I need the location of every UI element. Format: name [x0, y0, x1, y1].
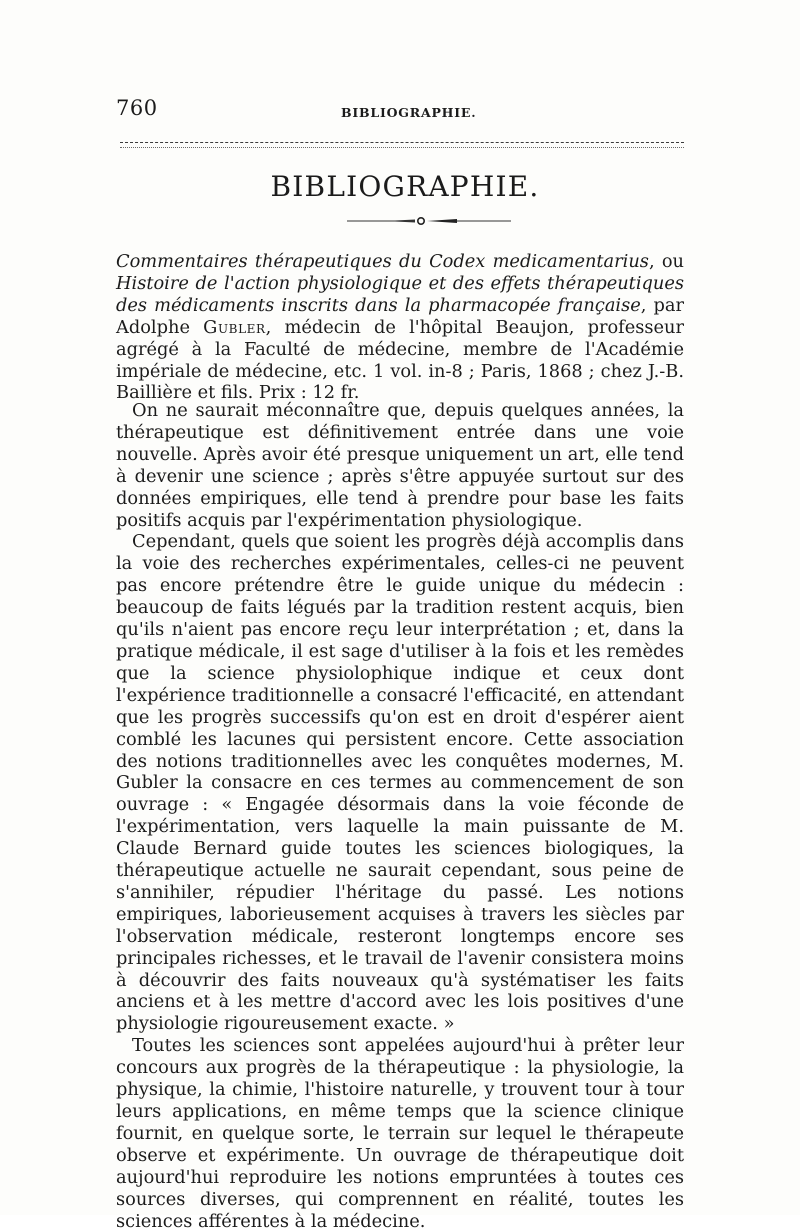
running-header [116, 96, 684, 126]
review-body [116, 400, 684, 1232]
citation-author: Gubler [203, 316, 266, 338]
running-title: BIBLIOGRAPHIE. [341, 105, 477, 120]
header-rule-secondary [120, 147, 684, 148]
body-paragraph-1: On ne saurait méconnaître que, depuis quelques années, la thérapeutique est définitivement entrée dans une voie nouvelle. Après avoir été presque uniquement un art, elle tend à devenir une science ; après s'être appuyée surtout sur des données empiriques, elle tend à prendre pour base les faits positifs acquis par l'expérimentation physiologique. [116, 400, 684, 531]
citation-details: , médecin de l'hôpital Beaujon, professeur agrégé à la Faculté de médecine, membre de l'Académie impériale de médecine, etc. 1 vol. in-8 ; Paris, 1868 ; chez J.-B. Baillière et fils. Prix : 12 fr. [116, 316, 685, 404]
page-number: 760 [116, 96, 158, 120]
body-paragraph-2: Cependant, quels que soient les progrès déjà accomplis dans la voie des recherches expérimentales, celles-ci ne peuvent pas encore prétendre être le guide unique du médecin : beaucoup de faits légués par la tradition restent acquis, bien qu'ils n'aient pas encore reçu leur interprétation ; et, dans la pratique médicale, il est sage d'utiliser à la fois et les remèdes que la science physiolophique indique et ceux dont l'expérience traditionnelle a consacré l'efficacité, en attendant que les progrès successifs qu'on est en droit d'espérer aient comblé les lacunes qui persistent encore. Cette association des notions traditionnelles avec les conquêtes modernes, M. Gubler la consacre en ces termes au commencement de son ouvrage : « Engagée désormais dans la voie féconde de l'expérimentation, vers laquelle la main puissante de M. Claude Bernard guide toutes les sciences biologiques, la thérapeutique actuelle ne saurait cependant, sous peine de s'annihiler, répudier l'héritage du passé. Les notions empiriques, laborieusement acquises à travers les siècles par l'observation médicale, resteront longtemps encore ses principales richesses, et le travail de l'avenir consistera moins à découvrir des faits nouveaux qu'à systématiser les faits anciens et à les mettre d'accord avec les lois positives d'une physiologie rigoureusement exacte. » [116, 531, 684, 1035]
ornament-divider [345, 214, 515, 228]
citation-title-part1: Commentaires thérapeutiques du Codex medicamentarius [116, 251, 649, 272]
header-rule [120, 142, 684, 143]
citation-title-part2: Histoire de l'action physiologique et des effets thérapeutiques des médicaments inscrits dans la pharmacopée française [116, 272, 684, 316]
bibliographic-citation [116, 251, 684, 404]
section-title: BIBLIOGRAPHIE. [270, 170, 540, 203]
body-paragraph-3: Toutes les sciences sont appelées aujourd'hui à prêter leur concours aux progrès de la thérapeutique : la physiologie, la physique, la chimie, l'histoire naturelle, y trouvent tour à tour leurs applications, en même temps que la science clinique fournit, en quelque sorte, le terrain sur lequel le thérapeute observe et expérimente. Un ouvrage de thérapeutique doit aujourd'hui reproduire les notions empruntées à toutes ces sources diverses, qui comprennent en réalité, toutes les sciences afférentes à la médecine. [116, 1035, 684, 1232]
citation-connector: , ou [648, 251, 684, 272]
citation-by: , par Adolphe [116, 294, 684, 338]
